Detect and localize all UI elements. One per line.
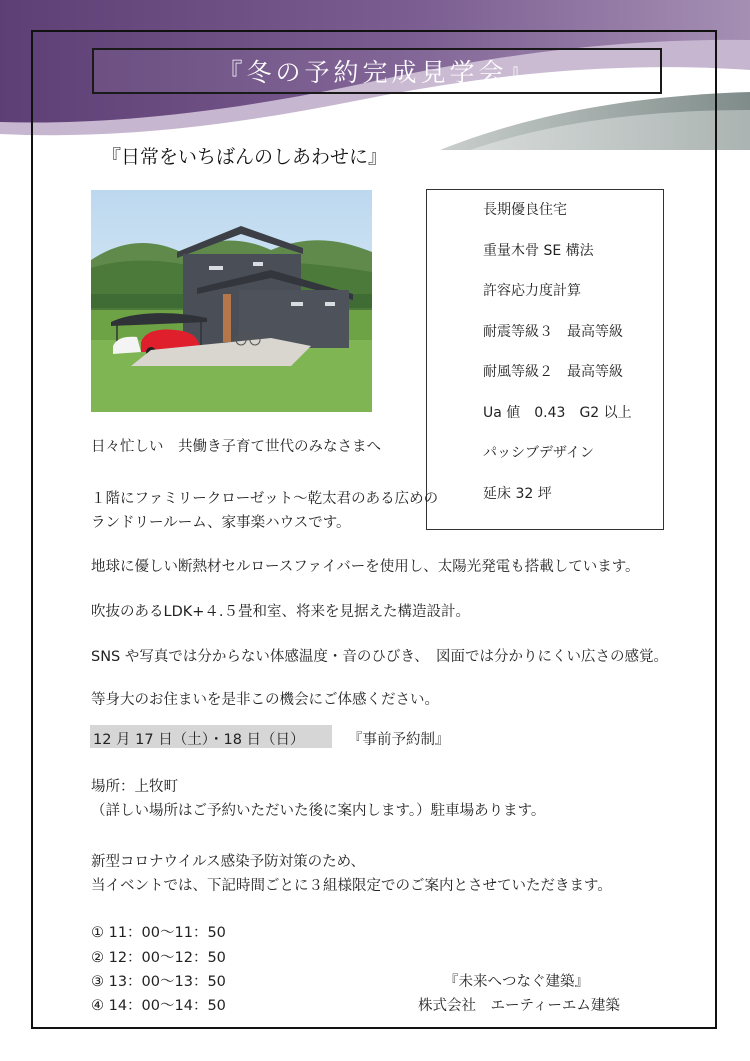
title-box bbox=[92, 48, 662, 94]
sns-text: SNS や写真では分からない体感温度・音のひびき、 図面では分かりにくい広さの感覚。 bbox=[91, 649, 669, 665]
event-date: 12 月 17 日（土）・18 日（日） bbox=[93, 732, 305, 748]
invite-text: 等身大のお住まいを是非この機会にご体感ください。 bbox=[91, 692, 439, 708]
company-name: 株式会社 エーティーエム建築 bbox=[418, 998, 620, 1014]
insulation-text: 地球に優しい断熱材セルロースファイバーを使用し、太陽光発電も搭載しています。 bbox=[91, 559, 640, 575]
page-title: 『冬の予約完成見学会』 bbox=[217, 58, 537, 87]
time-slot: ① 11：00～11：50 bbox=[91, 925, 226, 941]
floor-text-1: １階にファミリークローゼット～乾太君のある広めの bbox=[91, 491, 439, 507]
reservation-note: 『事前予約制』 bbox=[348, 732, 450, 748]
spec-item: 延床 32 坪 bbox=[483, 486, 552, 502]
time-slot: ② 12：00～12：50 bbox=[91, 950, 226, 966]
event-place: 場所：上牧町 bbox=[91, 779, 178, 795]
time-slot: ③ 13：00～13：50 bbox=[91, 974, 226, 990]
event-place-note: （詳しい場所はご予約いただいた後に案内します。）駐車場あります。 bbox=[91, 803, 546, 819]
spec-item: パッシブデザイン bbox=[483, 445, 595, 461]
spec-list-box bbox=[426, 189, 664, 530]
spec-item: 耐震等級３ 最高等級 bbox=[483, 324, 623, 340]
floor-text-2: ランドリールーム、家事楽ハウスです。 bbox=[91, 515, 351, 531]
spec-item: 重量木骨 SE 構法 bbox=[483, 243, 594, 259]
covid-note-1: 新型コロナウイルス感染予防対策のため、 bbox=[91, 854, 366, 870]
spec-item: Ua 値 0.43 G2 以上 bbox=[483, 405, 632, 421]
intro-text: 日々忙しい 共働き子育て世代のみなさまへ bbox=[91, 439, 381, 455]
time-slot: ④ 14：00～14：50 bbox=[91, 998, 226, 1014]
ldk-text: 吹抜のあるLDK+４.５畳和室、将来を見据えた構造設計。 bbox=[91, 604, 471, 620]
spec-item: 耐風等級２ 最高等級 bbox=[483, 364, 623, 380]
company-slogan: 『未来へつなぐ建築』 bbox=[444, 974, 589, 990]
spec-item: 長期優良住宅 bbox=[483, 202, 567, 218]
tagline: 『日常をいちばんのしあわせに』 bbox=[102, 146, 388, 168]
spec-item: 許容応力度計算 bbox=[483, 283, 581, 299]
covid-note-2: 当イベントでは、下記時間ごとに３組様限定でのご案内とさせていただきます。 bbox=[91, 878, 612, 894]
house-photo bbox=[91, 190, 372, 412]
